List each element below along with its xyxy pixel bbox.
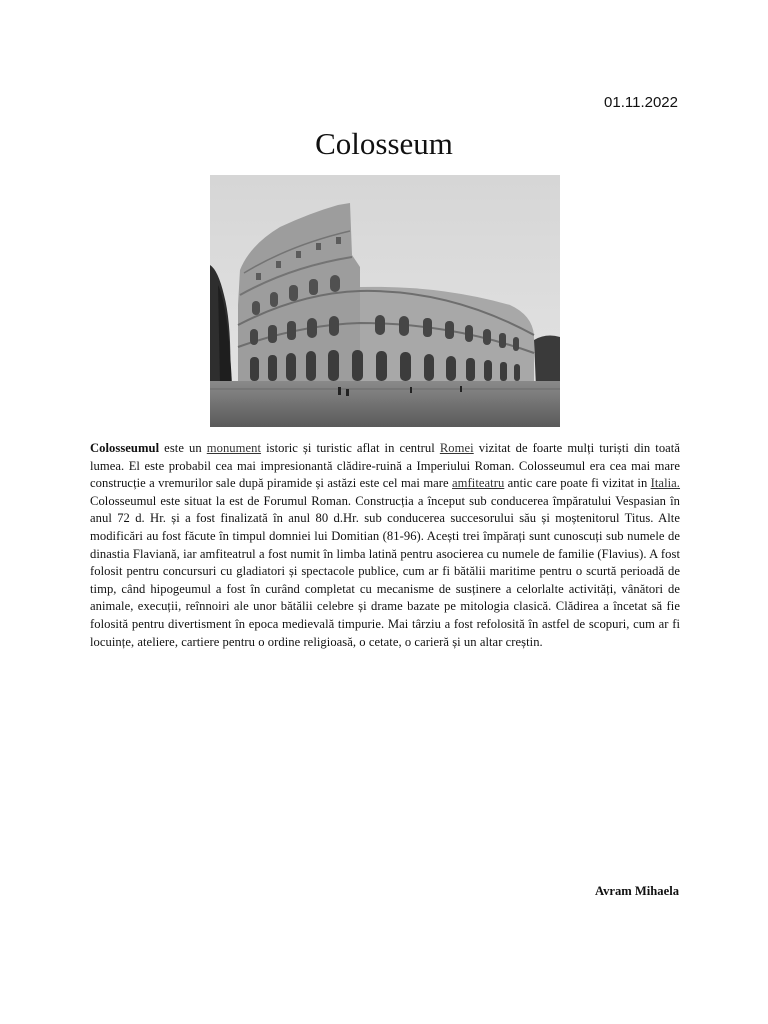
text-span: Colosseumul este situat la est de Forumul Roman. Construcția a început sub conducerea împăratului Vespasian în anul 72 d. Hr. și a fost finalizată în anul 80 d.Hr. sub conducerea succesorului său și moștenitorul Titus. Alte modificări au fost făcute în timpul domniei lui Domitian (81-96). Acești trei împărați sunt cunoscuți sub numele de dinastia Flaviană, iar amfiteatrul a fost numit în limba latină pentru asocierea cu numele de familie (Flavius). A fost folosit pentru concursuri cu gladiatori și spectacole publice, cum ar fi bătălii maritime pentru o scurtă perioadă de timp, când hipogeumul a fost în curând completat cu mecanisme de susținere a celorlalte activități, vânători de animale, execuții, reînnoiri ale unor bătălii celebre și drame bazate pe mitologia clasică. Clădirea a încetat să fie folosită pentru divertisment în epoca medievală timpurie. Mai târziu a fost refolosită în astfel de scopuri, cum ar fi locuințe, ateliere, cartiere pentru o ordine religioasă, o cetate, o carieră și un altar creștin. (90, 493, 680, 649)
bold-term: Colosseumul (90, 441, 160, 455)
author-name: Avram Mihaela (594, 884, 679, 898)
colosseum-photo (210, 175, 560, 427)
text-span: este un (159, 441, 207, 455)
link-amfiteatru[interactable]: amfiteatru (452, 476, 505, 491)
document-date: 01.11.2022 (604, 94, 678, 111)
link-monument[interactable]: monument (206, 441, 262, 455)
colosseum-icon (210, 175, 560, 427)
text-span: istoric și turistic aflat in centrul (261, 441, 440, 455)
text-span: vizitat de foarte mulți turiști din toată lumea. El este probabil cea mai impresionantă clădire-ruină a Imperiului Roman. Colosseumul era cea mai mare construcție a vremurilor sale după piramide și astăzi este cel mai mare (90, 441, 681, 491)
page-title: Colosseum (315, 126, 453, 161)
body-paragraph (90, 440, 680, 651)
link-italia[interactable]: Italia. (650, 476, 681, 491)
link-romei[interactable]: Romei (439, 441, 474, 455)
text-span: antic care poate fi vizitat in (504, 476, 651, 491)
